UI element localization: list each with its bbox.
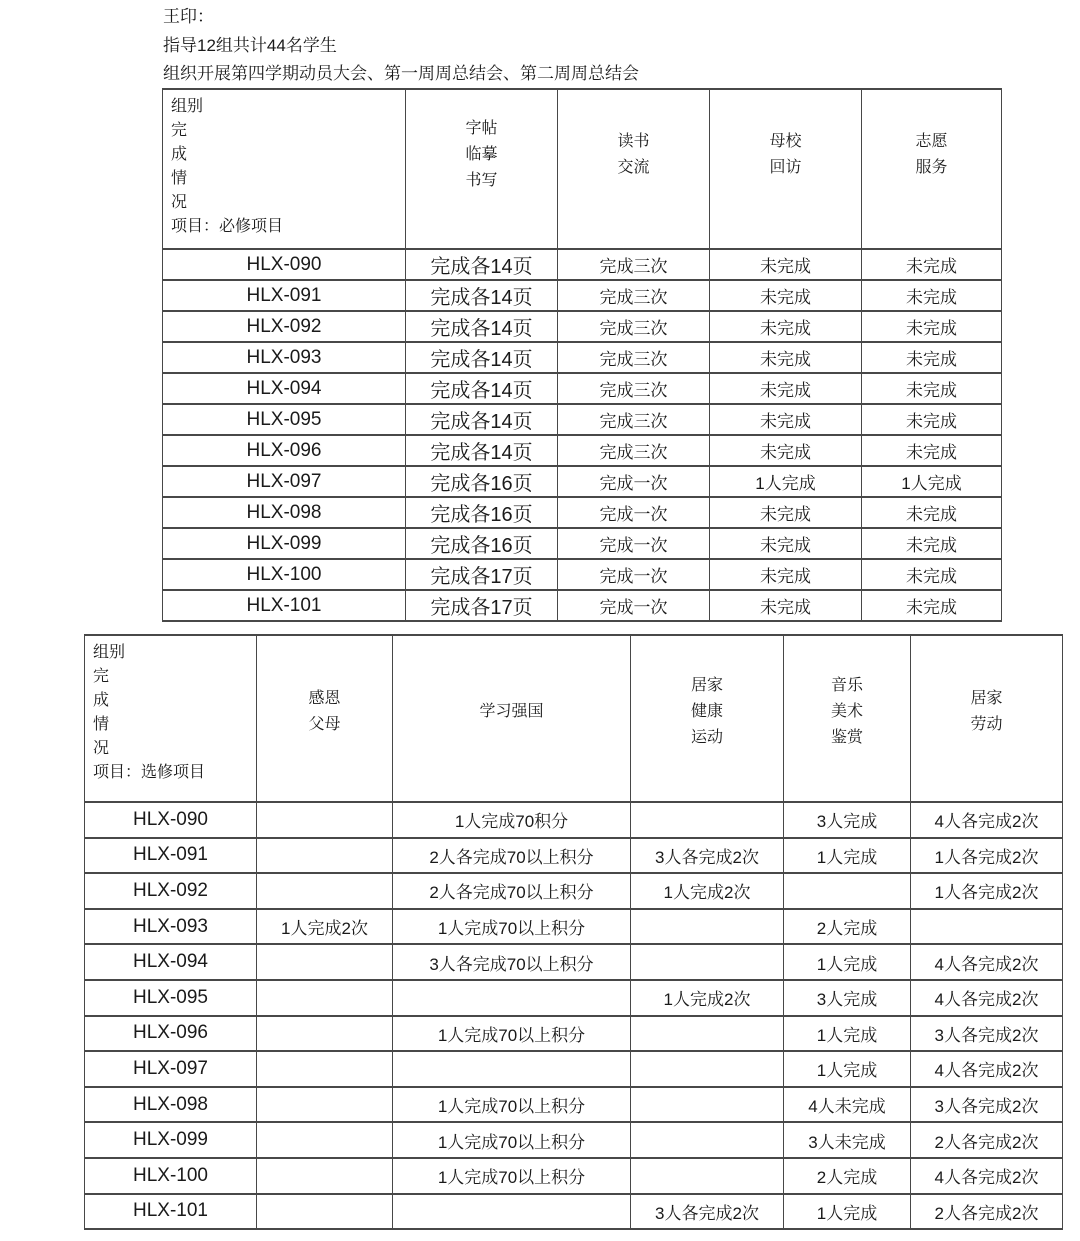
value-cell xyxy=(393,1051,631,1087)
value-cell xyxy=(257,944,393,980)
value-cell: 未完成 xyxy=(710,435,862,466)
elective-table-row xyxy=(85,1087,1063,1123)
required-table-row xyxy=(163,435,1002,466)
value-cell: 完成三次 xyxy=(558,373,710,404)
column-header-line: 居家 xyxy=(690,676,723,694)
value-cell: 1人完成 xyxy=(784,944,911,980)
value-cell: 1人完成70以上积分 xyxy=(393,1016,631,1052)
corner-header-line: 情 xyxy=(171,170,188,187)
value-cell: 未完成 xyxy=(710,373,862,404)
group-id-cell: HLX-097 xyxy=(85,1051,257,1087)
value-cell: 完成三次 xyxy=(558,435,710,466)
group-id-cell: HLX-100 xyxy=(85,1158,257,1194)
value-cell xyxy=(631,909,784,945)
required-table-row xyxy=(163,373,1002,404)
column-header-line: 临摹 xyxy=(465,146,498,163)
value-cell: 完成三次 xyxy=(558,342,710,373)
elective-table-column-header xyxy=(911,635,1063,802)
elective-table-row xyxy=(85,944,1063,980)
value-cell xyxy=(257,980,393,1016)
value-cell: 完成三次 xyxy=(558,280,710,311)
value-cell: 3人各完成2次 xyxy=(911,1016,1063,1052)
value-cell: 1人各完成2次 xyxy=(911,838,1063,874)
group-id-cell: HLX-101 xyxy=(85,1194,257,1230)
elective-table-row xyxy=(85,1158,1063,1194)
value-cell: 4人未完成 xyxy=(784,1087,911,1123)
value-cell: 完成各16页 xyxy=(406,466,558,497)
corner-header-line: 完 xyxy=(93,668,110,685)
value-cell: 3人未完成 xyxy=(784,1122,911,1158)
required-table-row xyxy=(163,528,1002,559)
value-cell: 未完成 xyxy=(710,280,862,311)
corner-header-line: 况 xyxy=(171,194,188,211)
value-cell: 3人各完成2次 xyxy=(911,1087,1063,1123)
required-table-row xyxy=(163,311,1002,342)
value-cell: 2人各完成2次 xyxy=(911,1194,1063,1230)
students-count-line: 指导12组共计44名学生 xyxy=(163,35,337,55)
required-table-row xyxy=(163,559,1002,590)
required-table-row xyxy=(163,466,1002,497)
required-table-row xyxy=(163,249,1002,280)
corner-header-line: 成 xyxy=(93,692,110,709)
value-cell xyxy=(393,1194,631,1230)
value-cell xyxy=(257,1051,393,1087)
column-header-line: 回访 xyxy=(769,159,802,176)
required-table-column-header xyxy=(406,89,558,249)
value-cell: 未完成 xyxy=(710,342,862,373)
column-header-line: 学习强国 xyxy=(479,702,544,720)
group-id-cell: HLX-093 xyxy=(85,909,257,945)
elective-table-column-header xyxy=(393,635,631,802)
value-cell: 完成一次 xyxy=(558,466,710,497)
elective-table-row xyxy=(85,980,1063,1016)
value-cell: 4人各完成2次 xyxy=(911,1051,1063,1087)
value-cell: 未完成 xyxy=(862,559,1002,590)
value-cell: 未完成 xyxy=(862,404,1002,435)
value-cell: 完成各14页 xyxy=(406,404,558,435)
group-id-cell: HLX-092 xyxy=(163,311,406,342)
value-cell: 2人完成 xyxy=(784,1158,911,1194)
document-intro xyxy=(163,3,639,89)
group-id-cell: HLX-096 xyxy=(85,1016,257,1052)
value-cell: 4人各完成2次 xyxy=(911,980,1063,1016)
value-cell: 1人各完成2次 xyxy=(911,873,1063,909)
value-cell: 未完成 xyxy=(710,590,862,621)
value-cell: 完成三次 xyxy=(558,249,710,280)
required-projects-table xyxy=(162,88,1002,622)
group-id-cell: HLX-100 xyxy=(163,559,406,590)
required-table-row xyxy=(163,342,1002,373)
corner-header-line: 组别 xyxy=(93,644,126,661)
elective-projects-table xyxy=(84,634,1063,1230)
elective-table-row xyxy=(85,1051,1063,1087)
value-cell: 未完成 xyxy=(862,342,1002,373)
value-cell: 未完成 xyxy=(862,528,1002,559)
value-cell: 未完成 xyxy=(862,280,1002,311)
value-cell: 未完成 xyxy=(710,497,862,528)
value-cell xyxy=(257,802,393,838)
value-cell: 2人完成 xyxy=(784,909,911,945)
value-cell xyxy=(631,1158,784,1194)
corner-header-line: 情 xyxy=(93,716,110,733)
value-cell: 4人各完成2次 xyxy=(911,944,1063,980)
value-cell xyxy=(393,980,631,1016)
group-id-cell: HLX-093 xyxy=(163,342,406,373)
required-table-column-header xyxy=(862,89,1002,249)
required-table-row xyxy=(163,497,1002,528)
value-cell: 1人完成70积分 xyxy=(393,802,631,838)
elective-table-row xyxy=(85,838,1063,874)
value-cell: 完成各17页 xyxy=(406,559,558,590)
value-cell: 1人完成2次 xyxy=(631,873,784,909)
value-cell: 完成三次 xyxy=(558,404,710,435)
column-header-line: 读书 xyxy=(617,133,650,150)
value-cell: 1人完成70以上积分 xyxy=(393,1122,631,1158)
group-id-cell: HLX-090 xyxy=(85,802,257,838)
value-cell xyxy=(911,909,1063,945)
elective-table-row xyxy=(85,1122,1063,1158)
column-header-line: 劳动 xyxy=(970,715,1003,733)
corner-header-line: 项目：选修项目 xyxy=(93,764,206,781)
value-cell: 未完成 xyxy=(710,404,862,435)
value-cell: 未完成 xyxy=(710,311,862,342)
value-cell: 完成各14页 xyxy=(406,435,558,466)
value-cell: 3人完成 xyxy=(784,802,911,838)
group-id-cell: HLX-096 xyxy=(163,435,406,466)
group-id-cell: HLX-099 xyxy=(85,1122,257,1158)
corner-header-line: 组别 xyxy=(171,98,204,115)
group-id-cell: HLX-095 xyxy=(163,404,406,435)
column-header-line: 鉴赏 xyxy=(830,728,863,746)
value-cell: 2人各完成70以上积分 xyxy=(393,838,631,874)
group-id-cell: HLX-101 xyxy=(163,590,406,621)
column-header-line: 感恩 xyxy=(308,689,341,707)
value-cell: 4人各完成2次 xyxy=(911,1158,1063,1194)
value-cell: 完成各14页 xyxy=(406,342,558,373)
value-cell: 2人各完成70以上积分 xyxy=(393,873,631,909)
value-cell xyxy=(257,1194,393,1230)
value-cell: 未完成 xyxy=(862,435,1002,466)
value-cell: 1人完成 xyxy=(784,1051,911,1087)
value-cell: 4人各完成2次 xyxy=(911,802,1063,838)
value-cell: 完成各14页 xyxy=(406,373,558,404)
group-id-cell: HLX-097 xyxy=(163,466,406,497)
group-id-cell: HLX-099 xyxy=(163,528,406,559)
value-cell: 1人完成 xyxy=(862,466,1002,497)
value-cell xyxy=(631,944,784,980)
value-cell xyxy=(257,1158,393,1194)
group-id-cell: HLX-098 xyxy=(85,1087,257,1123)
value-cell: 3人各完成2次 xyxy=(631,1194,784,1230)
value-cell xyxy=(257,873,393,909)
value-cell: 未完成 xyxy=(862,249,1002,280)
elective-table-row xyxy=(85,909,1063,945)
value-cell xyxy=(631,1016,784,1052)
required-table-header-row xyxy=(163,89,1002,249)
group-id-cell: HLX-094 xyxy=(163,373,406,404)
value-cell: 1人完成2次 xyxy=(257,909,393,945)
value-cell: 未完成 xyxy=(862,373,1002,404)
value-cell: 完成各14页 xyxy=(406,311,558,342)
elective-table-row xyxy=(85,802,1063,838)
value-cell xyxy=(631,1087,784,1123)
elective-table-column-header xyxy=(631,635,784,802)
corner-header-line: 成 xyxy=(171,146,188,163)
corner-header-line: 项目：必修项目 xyxy=(171,218,284,235)
value-cell: 未完成 xyxy=(862,497,1002,528)
value-cell: 2人各完成2次 xyxy=(911,1122,1063,1158)
value-cell: 1人完成 xyxy=(784,1016,911,1052)
required-table-corner-cell xyxy=(163,89,406,249)
value-cell: 1人完成70以上积分 xyxy=(393,909,631,945)
column-header-line: 居家 xyxy=(970,689,1003,707)
teacher-name-line: 王印： xyxy=(163,7,214,26)
column-header-line: 运动 xyxy=(690,728,723,746)
elective-table-row xyxy=(85,1194,1063,1230)
value-cell xyxy=(257,1122,393,1158)
value-cell: 未完成 xyxy=(710,559,862,590)
value-cell xyxy=(784,873,911,909)
value-cell xyxy=(257,838,393,874)
activities-line: 组织开展第四学期动员大会、第一周周总结会、第二周周总结会 xyxy=(163,64,639,83)
group-id-cell: HLX-098 xyxy=(163,497,406,528)
elective-table-corner-cell xyxy=(85,635,257,802)
group-id-cell: HLX-091 xyxy=(163,280,406,311)
elective-table-header-row xyxy=(85,635,1063,802)
elective-table-row xyxy=(85,873,1063,909)
value-cell: 完成一次 xyxy=(558,528,710,559)
value-cell: 未完成 xyxy=(862,590,1002,621)
value-cell xyxy=(631,802,784,838)
column-header-line: 音乐 xyxy=(830,676,863,694)
elective-table-column-header xyxy=(784,635,911,802)
elective-table-row xyxy=(85,1016,1063,1052)
required-table-row xyxy=(163,590,1002,621)
value-cell: 完成各16页 xyxy=(406,497,558,528)
corner-header-line: 况 xyxy=(93,740,110,757)
required-table-column-header xyxy=(710,89,862,249)
group-id-cell: HLX-092 xyxy=(85,873,257,909)
value-cell: 1人完成 xyxy=(784,838,911,874)
group-id-cell: HLX-091 xyxy=(85,838,257,874)
value-cell: 3人各完成70以上积分 xyxy=(393,944,631,980)
required-table-column-header xyxy=(558,89,710,249)
column-header-line: 字帖 xyxy=(465,120,498,137)
value-cell xyxy=(631,1122,784,1158)
value-cell: 完成各14页 xyxy=(406,249,558,280)
value-cell: 3人各完成2次 xyxy=(631,838,784,874)
value-cell: 完成各16页 xyxy=(406,528,558,559)
column-header-line: 书写 xyxy=(465,172,498,189)
value-cell xyxy=(257,1016,393,1052)
column-header-line: 美术 xyxy=(830,702,863,720)
elective-table-column-header xyxy=(257,635,393,802)
column-header-line: 父母 xyxy=(308,715,341,733)
value-cell: 未完成 xyxy=(862,311,1002,342)
value-cell: 1人完成2次 xyxy=(631,980,784,1016)
value-cell: 完成一次 xyxy=(558,497,710,528)
column-header-line: 健康 xyxy=(690,702,723,720)
required-table-row xyxy=(163,404,1002,435)
value-cell: 完成一次 xyxy=(558,559,710,590)
corner-header-line: 完 xyxy=(171,122,188,139)
column-header-line: 服务 xyxy=(915,159,948,176)
value-cell: 完成各17页 xyxy=(406,590,558,621)
value-cell: 1人完成70以上积分 xyxy=(393,1158,631,1194)
value-cell: 1人完成 xyxy=(710,466,862,497)
column-header-line: 志愿 xyxy=(915,133,948,150)
value-cell xyxy=(631,1051,784,1087)
value-cell: 3人完成 xyxy=(784,980,911,1016)
value-cell: 完成各14页 xyxy=(406,280,558,311)
group-id-cell: HLX-090 xyxy=(163,249,406,280)
value-cell: 未完成 xyxy=(710,249,862,280)
value-cell: 未完成 xyxy=(710,528,862,559)
value-cell: 完成三次 xyxy=(558,311,710,342)
value-cell: 1人完成70以上积分 xyxy=(393,1087,631,1123)
value-cell: 1人完成 xyxy=(784,1194,911,1230)
column-header-line: 交流 xyxy=(617,159,650,176)
group-id-cell: HLX-095 xyxy=(85,980,257,1016)
group-id-cell: HLX-094 xyxy=(85,944,257,980)
required-table-row xyxy=(163,280,1002,311)
column-header-line: 母校 xyxy=(769,133,802,150)
value-cell xyxy=(257,1087,393,1123)
value-cell: 完成一次 xyxy=(558,590,710,621)
